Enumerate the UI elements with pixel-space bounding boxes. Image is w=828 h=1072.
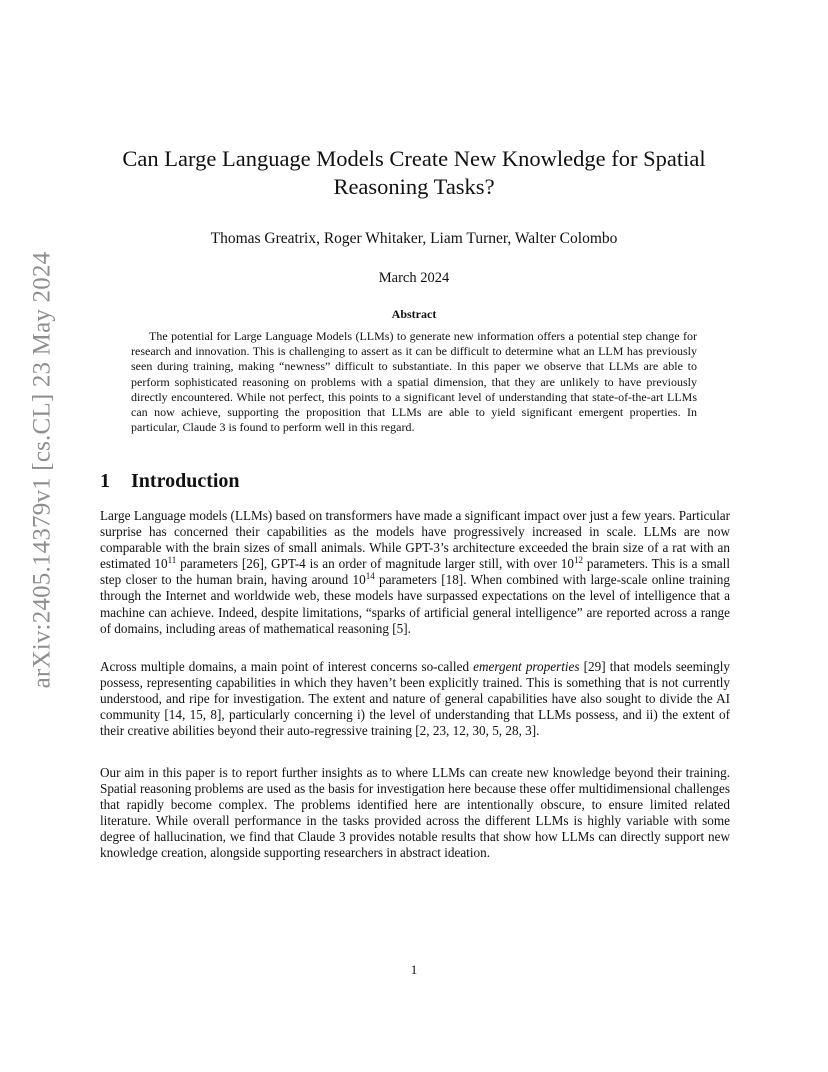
p1-exponent-2: 12 [573,555,583,566]
p1-text-d: parameters [18]. When combined with large-scale online training through the Internet and worldwide web, these models have surpassed expectations on the level of intelligence that a machine can achieve. Indeed, despite limitations, “sparks of artificial general intelligence” are reported across a range of domains, including areas of mathematical reasoning [5]. [100,572,730,636]
publication-date: March 2024 [378,270,450,286]
arxiv-identifier [22,251,62,689]
section-heading [100,470,240,493]
p2-text-a: Across multiple domains, a main point of interest concerns so-called [100,659,474,674]
abstract-heading: Abstract [391,307,437,321]
section-title: Introduction [131,470,240,492]
p1-text-c: parameters. This is a small step closer to the human brain, having around 10 [100,556,730,588]
abstract-body: The potential for Large Language Models (LLMs) to generate new information offers a potential step change for research and innovation. This is challenging to assert as it can be difficult to determine what an LLM has previously seen during training, making “newness” difficult to substantiate. In this paper we observe that LLMs are able to perform sophisticated reasoning on problems with a spatial dimension, that they are unlikely to have previously directly encountered. While not perfect, this points to a significant level of understanding that state-of-the-art LLMs can now achieve, supporting the proposition that LLMs are able to yield significant emergent properties. In particular, Claude 3 is found to perform well in this regard. [131,329,697,435]
p2-text-b: [29] that models seemingly possess, representing capabilities in which they haven’t been explicitly trained. This is something that is not currently understood, and ripe for investigation. The extent and nature of general capabilities have also sought to divide the AI community [14, 15, 8], particularly concerning i) the level of understanding that LLMs possess, and ii) the extent of their creative abilities beyond their auto-regressive training [2, 23, 12, 30, 5, 28, 3]. [100,659,730,739]
author-list: Thomas Greatrix, Roger Whitaker, Liam Turner, Walter Colombo [210,230,618,247]
intro-paragraph-2 [100,659,730,739]
p1-text-a: Large Language models (LLMs) based on transformers have made a significant impact over just a few years. Particular surprise has concerned their capabilities as the models have progressively increased in scale. LLMs are now comparable with the brain sizes of small animals. While GPT-3’s architecture exceeded the brain size of a rat with an estimated 10 [100,508,730,572]
p1-text-b: parameters [26], GPT-4 is an order of magnitude larger still, with over 10 [176,556,574,572]
intro-paragraph-1 [100,508,730,637]
arxiv-identifier-text: arXiv:2405.14379v1 [cs.CL] 23 May 2024 [28,251,55,689]
p2-emphasis: emergent properties [473,659,580,674]
intro-paragraph-3: Our aim in this paper is to report further insights as to where LLMs can create new knowledge beyond their training. Spatial reasoning problems are used as the basis for investigation here because these offer multidimensional challenges that rapidly become complex. The problems identified here are intentionally obscure, to ensure limited related literature. While overall performance in the tasks provided across the different LLMs is highly variable with some degree of hallucination, we find that Claude 3 provides notable results that show how LLMs can directly support new knowledge creation, alongside supporting researchers in abstract ideation. [100,765,730,861]
section-number: 1 [100,470,110,492]
page-number: 1 [410,962,418,977]
p1-exponent-1: 11 [167,555,177,566]
p1-exponent-3: 14 [365,571,375,582]
paper-title: Can Large Language Models Create New Knowledge for Spatial Reasoning Tasks? [122,146,706,199]
